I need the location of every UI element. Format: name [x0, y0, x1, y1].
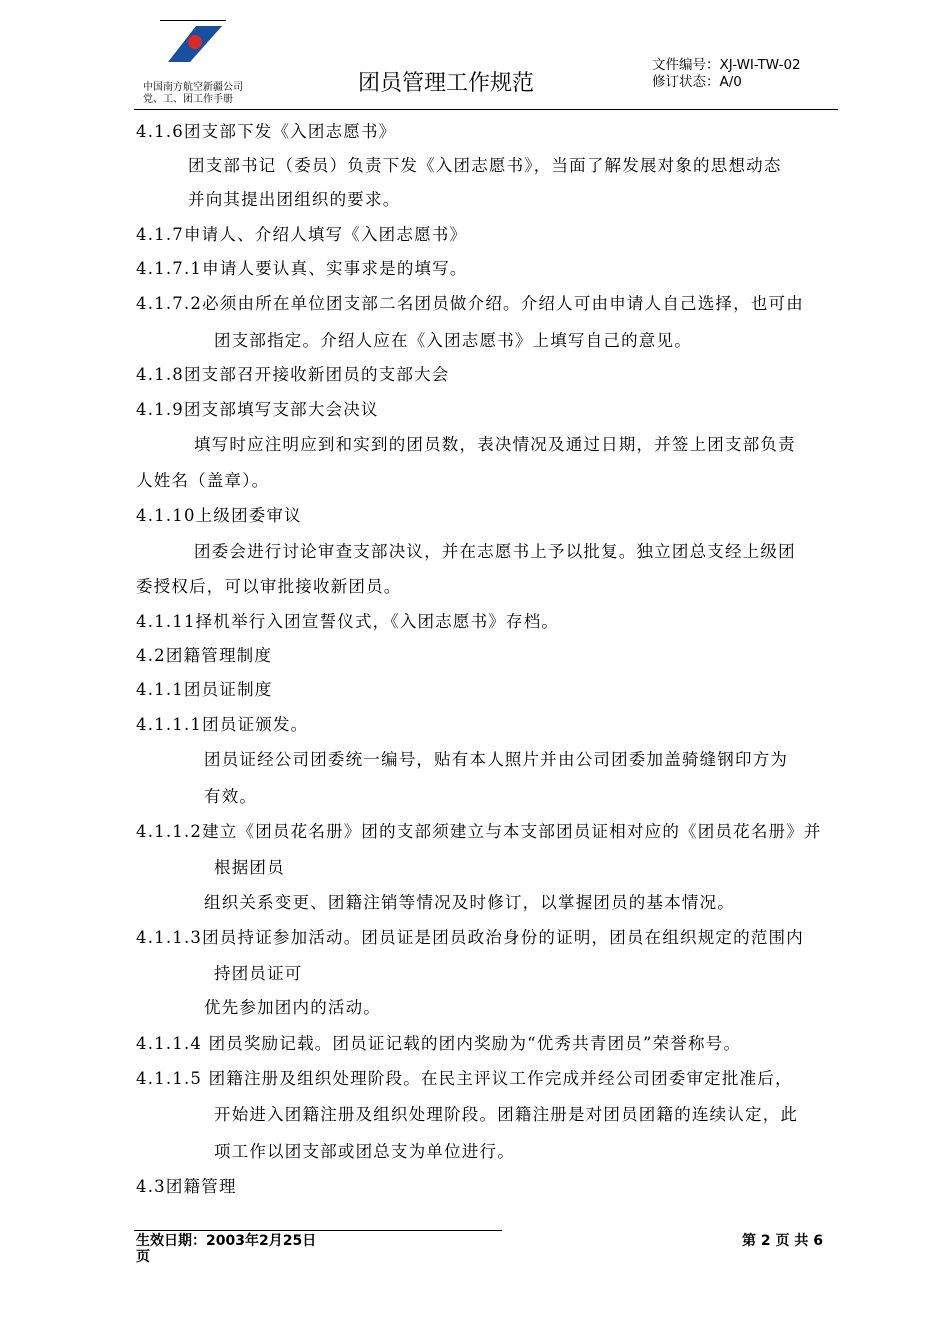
- page-number: 第 2 页 共 6: [742, 1233, 823, 1249]
- section-heading: 4.1.1.1团员证颁发。: [136, 715, 309, 734]
- section-heading: 4.1.8团支部召开接收新团员的支部大会: [136, 365, 450, 384]
- paragraph-line: 项工作以团支部或团总支为单位进行。: [214, 1142, 515, 1161]
- section-heading: 4.1.7申请人、介绍人填写《入团志愿书》: [136, 225, 468, 244]
- header-divider: [134, 109, 838, 110]
- effective-date-tail: 页: [136, 1249, 150, 1265]
- paragraph-line: 填写时应注明应到和实到的团员数，表决情况及通过日期，并签上团支部负责: [194, 435, 796, 454]
- paragraph-line: 根据团员: [214, 858, 285, 877]
- paragraph-line: 4.1.1.5 团籍注册及组织处理阶段。在民主评议工作完成并经公司团委审定批准后，: [136, 1069, 793, 1088]
- paragraph-line: 4.1.1.3团员持证参加活动。团员证是团员政治身份的证明，团员在组织规定的范围内: [136, 928, 804, 947]
- section-heading: 4.1.9团支部填写支部大会决议: [136, 400, 379, 419]
- revision-status: 修订状态：A/0: [652, 74, 742, 90]
- paragraph-line: 团员证经公司团委统一编号，贴有本人照片并由公司团委加盖骑缝钢印方为: [204, 750, 789, 769]
- footer-divider: [134, 1230, 502, 1231]
- paragraph-line: 人姓名（盖章）。: [136, 471, 270, 490]
- document-title: 团员管理工作规范: [358, 71, 535, 96]
- section-heading: 4.1.6团支部下发《入团志愿书》: [136, 122, 397, 141]
- paragraph-line: 组织关系变更、团籍注销等情况及时修订，以掌握团员的基本情况。: [204, 893, 735, 912]
- paragraph-line: 并向其提出团组织的要求。: [188, 190, 401, 209]
- paragraph-line: 有效。: [204, 787, 258, 806]
- paragraph-line: 开始进入团籍注册及组织处理阶段。团籍注册是对团员团籍的连续认定，此: [214, 1105, 799, 1124]
- paragraph-line: 4.1.7.1申请人要认真、实事求是的填写。: [136, 259, 468, 278]
- paragraph-line: 团支部指定。介绍人应在《入团志愿书》上填写自己的意见。: [214, 331, 692, 350]
- paragraph-line: 持团员证可: [214, 964, 303, 983]
- paragraph-line: 优先参加团内的活动。: [204, 998, 381, 1017]
- paragraph-line: 团委会进行讨论审查支部决议，并在志愿书上予以批复。独立团总支经上级团: [194, 542, 796, 561]
- document-number: 文件编号：XJ-WI-TW-02: [652, 57, 801, 73]
- paragraph-line: 4.1.1.2建立《团员花名册》团的支部须建立与本支部团员证相对应的《团员花名册》并: [136, 822, 822, 841]
- effective-date: 生效日期：2003年2月25日: [136, 1233, 317, 1249]
- paragraph-line: 4.1.1.4 团员奖励记载。团员证记载的团内奖励为“优秀共青团员”荣誉称号。: [136, 1034, 742, 1053]
- section-heading: 4.1.1团员证制度: [136, 680, 273, 699]
- manual-name: 党、工、团工作手册: [143, 94, 233, 105]
- section-heading: 4.2团籍管理制度: [136, 646, 273, 665]
- company-name: 中国南方航空新疆公司: [143, 82, 243, 93]
- paragraph-line: 委授权后，可以审批接收新团员。: [136, 577, 402, 596]
- paragraph-line: 4.1.7.2必须由所在单位团支部二名团员做介绍。介绍人可由申请人自己选择，也可由: [136, 294, 804, 313]
- kapok-flower-logo-icon: [162, 20, 226, 66]
- section-heading: 4.1.11择机举行入团宣誓仪式，《入团志愿书》存档。: [136, 612, 560, 631]
- section-heading: 4.1.10上级团委审议: [136, 506, 302, 525]
- section-heading: 4.3团籍管理: [136, 1177, 237, 1196]
- paragraph-line: 团支部书记（委员）负责下发《入团志愿书》，当面了解发展对象的思想动态: [188, 156, 782, 175]
